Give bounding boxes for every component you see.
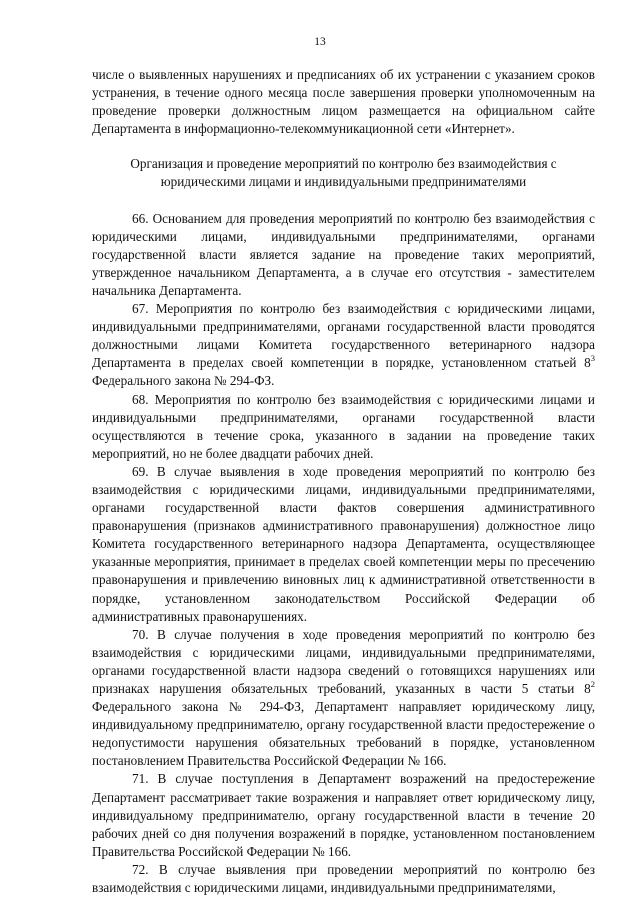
paragraph-70-text-end: Федерального закона № 294-ФЗ, Департамент направляет юридическому лицу, индивидуальному предпринимателю, органу государственной власти предостережение о недопустимости нарушения обязательных требований в порядке, установленном постановлением Правительства Российской Федерации № 166.	[92, 699, 595, 769]
paragraph-70-text: 70. В случае получения в ходе проведения мероприятий по контролю без взаимодействия с юридическими лицами, индивидуальными предпринимателями, органами государственной власти надзора сведений о готовящихся нарушениях или признаках нарушения обязательных требований, указанных в части 5 статьи 8	[92, 626, 595, 696]
paragraph-67-text-end: Федерального закона № 294-ФЗ.	[92, 373, 275, 389]
document-body	[92, 66, 595, 897]
paragraph-67-text: 67. Мероприятия по контролю без взаимодействия с юридическими лицами, индивидуальными предпринимателями, органами государственной власти проводятся должностными лицами Комитета государственного ветеринарного надзора Департамента в пределах своей компетенции в порядке, установленном статьей 8	[92, 301, 595, 371]
paragraph-67	[92, 300, 595, 390]
paragraph-70-superscript: 2	[590, 678, 595, 689]
paragraph-72: 72. В случае выявления при проведении мероприятий по контролю без взаимодействия с юридическими лицами, индивидуальными предпринимателями,	[92, 861, 595, 896]
paragraph-69: 69. В случае выявления в ходе проведения мероприятий по контролю без взаимодействия с юридическими лицами, индивидуальными предпринимателями, органами государственной власти фактов совершения административного правонарушения (признаков административного правонарушения) должностное лицо Комитета государственного ветеринарного надзора Департамента, осуществляющее указанные мероприятия, принимает в пределах своей компетенции меры по пресечению правонарушения и привлечению виновных лиц к административной ответственности в порядке, установленном законодательством Российской Федерации об административных правонарушениях.	[92, 463, 595, 624]
paragraph-67-superscript: 3	[590, 352, 595, 363]
paragraph-70	[92, 626, 595, 771]
paragraph-71: 71. В случае поступления в Департамент возражений на предостережение Департамент рассматривает такие возражения и направляет ответ юридическому лицу, индивидуальному предпринимателю, органу государственной власти в течение 20 рабочих дней со дня получения возражений в порядке, установленном постановлением Правительства Российской Федерации № 166.	[92, 771, 595, 859]
intro-paragraph: числе о выявленных нарушениях и предписаниях об их устранении с указанием сроков устранения, в течение одного месяца после завершения проверки уполномоченным на проведение проверки должностным лицом размещается на официальном сайте Департамента в информационно-телекоммуникационной сети «Интернет».	[92, 67, 595, 137]
paragraph-66: 66. Основанием для проведения мероприятий по контролю без взаимодействия с юридическими лицами, индивидуальными предпринимателями, органами государственной власти является задание на проведение таких мероприятий, утвержденное начальником Департамента, а в случае его отсутствия - заместителем начальника Департамента.	[92, 210, 595, 298]
section-heading: Организация и проведение мероприятий по контролю без взаимодействия с юридическими лицами и индивидуальными предпринимателями	[130, 156, 557, 190]
page-number: 13	[314, 36, 326, 48]
paragraph-68: 68. Мероприятия по контролю без взаимодействия с юридическими лицами и индивидуальными предпринимателями, органами государственной власти осуществляются в течение срока, указанного в задании на проведение таких мероприятий, но не более двадцати рабочих дней.	[92, 391, 595, 461]
